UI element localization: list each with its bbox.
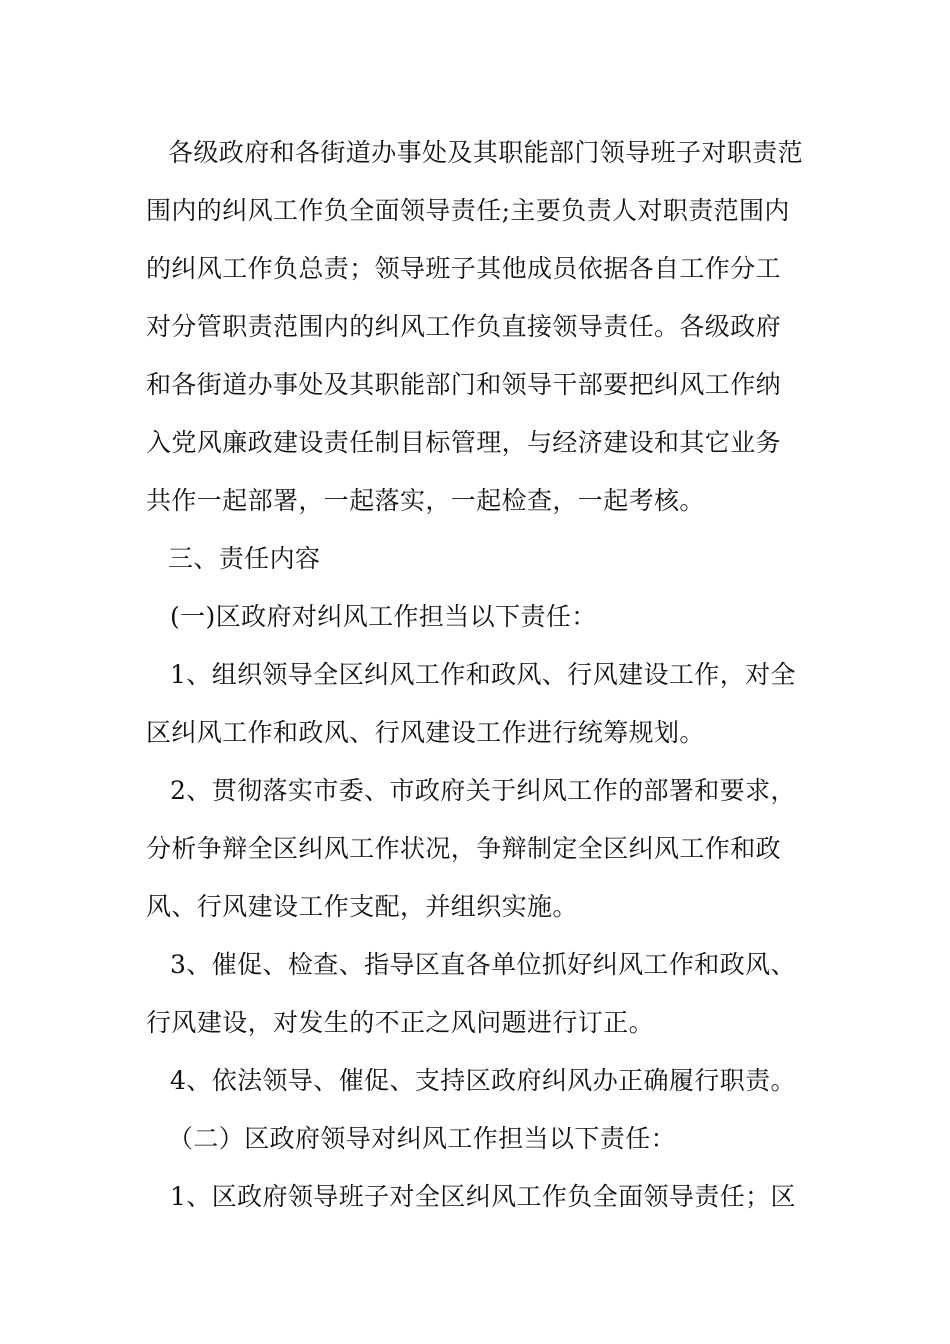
paragraph-line: 共作一起部署，一起落实，一起检查，一起考核。 xyxy=(146,486,705,515)
subsection-heading: （二）区政府领导对纠风工作担当以下责任： xyxy=(168,1124,677,1153)
list-item-line: 分析争辩全区纠风工作状况，争辩制定全区纠风工作和政 xyxy=(146,834,782,863)
section-heading: 三、责任内容 xyxy=(168,544,321,573)
list-item-line: 行风建设，对发生的不正之风问题进行订正。 xyxy=(146,1008,655,1037)
list-item-line: 2、贯彻落实市委、市政府关于纠风工作的部署和要求， xyxy=(170,776,796,805)
list-item-line: 区纠风工作和政风、行风建设工作进行统筹规划。 xyxy=(146,718,705,747)
document-body xyxy=(146,124,811,1226)
subsection-heading: (一)区政府对纠风工作担当以下责任： xyxy=(170,602,597,631)
paragraph-line: 各级政府和各街道办事处及其职能部门领导班子对职责范 xyxy=(168,138,804,167)
paragraph-line: 和各街道办事处及其职能部门和领导干部要把纠风工作纳 xyxy=(146,370,782,399)
list-item-line: 1、区政府领导班子对全区纠风工作负全面领导责任；区 xyxy=(170,1182,796,1211)
list-item-line: 3、催促、检查、指导区直各单位抓好纠风工作和政风、 xyxy=(170,950,796,979)
list-item-line: 1、组织领导全区纠风工作和政风、行风建设工作，对全 xyxy=(170,660,796,689)
paragraph-line: 对分管职责范围内的纠风工作负直接领导责任。各级政府 xyxy=(146,312,782,341)
paragraph-line: 入党风廉政建设责任制目标管理，与经济建设和其它业务 xyxy=(146,428,782,457)
paragraph-line: 的纠风工作负总责；领导班子其他成员依据各自工作分工 xyxy=(146,254,782,283)
list-item-line: 4、依法领导、催促、支持区政府纠风办正确履行职责。 xyxy=(170,1066,796,1095)
paragraph-line: 围内的纠风工作负全面领导责任;主要负责人对职责范围内 xyxy=(146,196,790,225)
list-item-line: 风、行风建设工作支配，并组织实施。 xyxy=(146,892,578,921)
